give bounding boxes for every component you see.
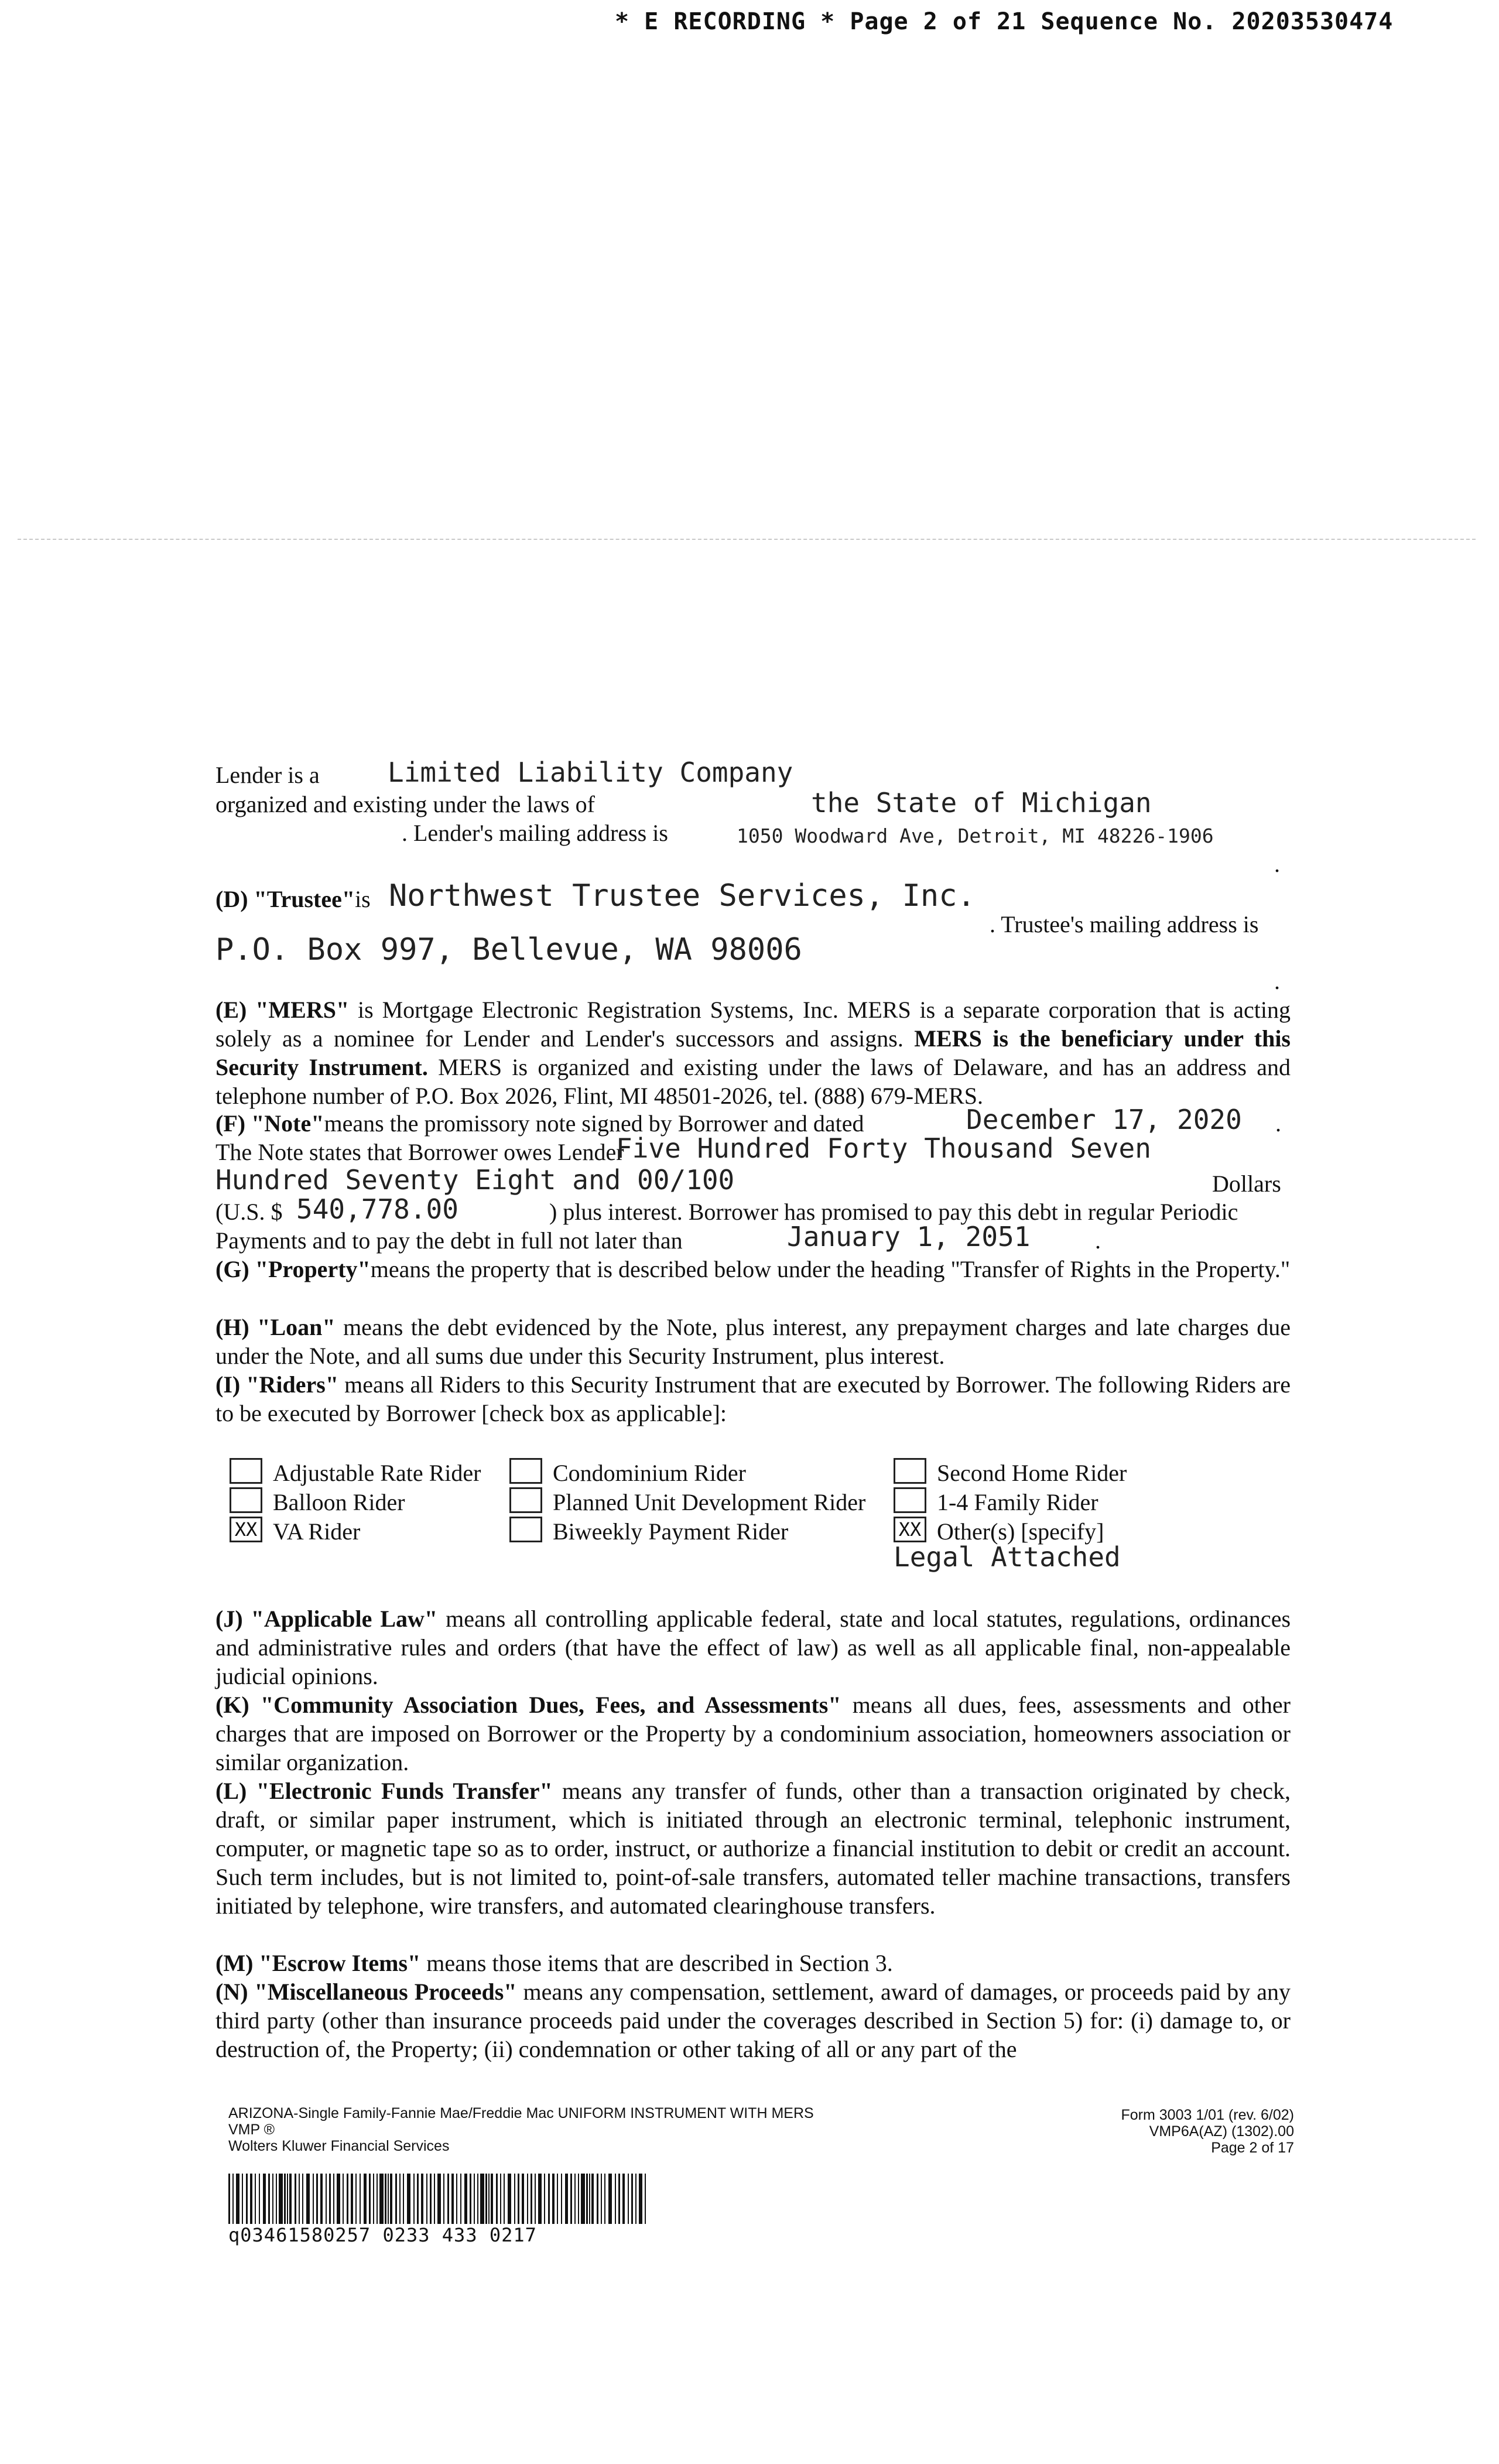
barcode-bar	[565, 2174, 568, 2224]
va-rider-checkbox[interactable]: XX	[230, 1517, 262, 1542]
barcode-bar	[535, 2174, 536, 2224]
barcode-bar	[343, 2174, 344, 2224]
note-payments-text: Payments and to pay the debt in full not later than	[215, 1227, 683, 1254]
footer-form-code: Form 3003 1/01 (rev. 6/02)	[1121, 2107, 1294, 2123]
barcode-bar	[561, 2174, 562, 2224]
loan-paragraph	[215, 1313, 1291, 1370]
barcode-bar	[287, 2174, 288, 2224]
footer-vmp-code: VMP6A(AZ) (1302).00	[1149, 2123, 1294, 2140]
barcode-bar	[360, 2174, 361, 2224]
barcode-bar	[232, 2174, 234, 2224]
barcode-bar	[514, 2174, 515, 2224]
barcode-bar	[313, 2174, 314, 2224]
trustee-term: "Trustee"	[254, 886, 355, 912]
barcode-bar	[639, 2174, 642, 2224]
barcode-bar	[407, 2174, 410, 2224]
note-maturity-date: January 1, 2051	[787, 1221, 1031, 1252]
condominium-rider-checkbox[interactable]	[509, 1458, 542, 1484]
riders-text: means all Riders to this Security Instrument that are executed by Borrower. The following Riders are to be executed by Borrower [check box as applicable]:	[215, 1371, 1291, 1426]
barcode-bar	[604, 2174, 605, 2224]
barcode-bar	[574, 2174, 576, 2224]
lender-state: the State of Michigan	[811, 787, 1152, 819]
barcode-bar	[426, 2174, 427, 2224]
barcode-bar	[557, 2174, 558, 2224]
barcode-bar	[608, 2174, 612, 2224]
condominium-rider-label: Condominium Rider	[553, 1460, 746, 1486]
eft-text: means any transfer of funds, other than a transaction originated by check, draft, or similar paper instrument, which is initiated through an electronic terminal, telephonic instrument, computer, or magnetic tape so as to order, instruct, or authorize a financial institution to debit or credit an account. Such term includes, but is not limited to, point-of-sale transfers, automated teller machine transactions, transfers initiated by telephone, wire transfers, and automated clearinghouse transfers.	[215, 1778, 1291, 1919]
barcode-bar	[628, 2174, 629, 2224]
barcode-bar	[522, 2174, 524, 2224]
applicable-law-letter: (J)	[215, 1606, 243, 1632]
misc-proceeds-paragraph	[215, 1977, 1291, 2063]
property-paragraph	[215, 1255, 1291, 1284]
barcode-bar	[259, 2174, 260, 2224]
escrow-text: means those items that are described in Section 3.	[420, 1950, 893, 1976]
barcode-bar	[377, 2174, 378, 2224]
barcode-icon	[228, 2174, 647, 2224]
lender-organized-label: organized and existing under the laws of	[215, 791, 595, 817]
mers-beneficiary-bold: MERS is the beneficiary under this Security Instrument.	[215, 1025, 1291, 1080]
footer-vmp: VMP ®	[228, 2121, 275, 2138]
community-letter: (K)	[215, 1692, 249, 1718]
barcode-bar	[364, 2174, 367, 2224]
mers-text-1: is Mortgage Electronic Registration Systems, Inc. MERS is a separate corporation that is acting solely as a nominee for Lender and Lender's successors and assigns.	[215, 997, 1291, 1052]
barcode-bar	[527, 2174, 528, 2224]
barcode-bar	[236, 2174, 239, 2224]
scan-divider	[18, 539, 1476, 540]
applicable-law-text: means all controlling applicable federal, state and local statutes, regulations, ordinances and administrative rules and orders (that have the effect of law) as well as all applicable final, non-appealable judicial opinions.	[215, 1606, 1291, 1689]
trustee-definition	[215, 885, 371, 913]
barcode-bar	[552, 2174, 555, 2224]
mers-paragraph	[215, 995, 1291, 1110]
barcode-bar	[488, 2174, 490, 2224]
lender-mailing-address: 1050 Woodward Ave, Detroit, MI 48226-1906	[737, 824, 1214, 847]
barcode-bar	[388, 2174, 389, 2224]
barcode-bar	[421, 2174, 423, 2224]
barcode-bar	[531, 2174, 532, 2224]
barcode-bar	[255, 2174, 256, 2224]
property-letter: (G)	[215, 1256, 249, 1282]
barcode-bar	[337, 2174, 340, 2224]
barcode-bar	[581, 2174, 585, 2224]
barcode-bar	[250, 2174, 252, 2224]
barcode-bar	[591, 2174, 594, 2224]
barcode-bar	[618, 2174, 620, 2224]
barcode-bar	[242, 2174, 243, 2224]
barcode-bar	[451, 2174, 454, 2224]
mers-letter: (E)	[215, 997, 247, 1023]
trustee-name: Northwest Trustee Services, Inc.	[389, 878, 976, 913]
riders-paragraph	[215, 1370, 1291, 1428]
one-four-family-rider-checkbox[interactable]	[894, 1487, 926, 1513]
footer-form-number	[1054, 2107, 1294, 2156]
barcode-bar	[316, 2174, 318, 2224]
loan-letter: (H)	[215, 1314, 249, 1340]
mers-term: "MERS"	[255, 997, 350, 1023]
period-mark: .	[1274, 851, 1280, 877]
note-us-label: (U.S. $	[215, 1199, 283, 1225]
misc-letter: (N)	[215, 1979, 248, 2005]
barcode-bar	[347, 2174, 348, 2224]
barcode-bar	[477, 2174, 478, 2224]
barcode-bar	[369, 2174, 371, 2224]
escrow-term: "Escrow Items"	[259, 1950, 421, 1976]
barcode-bar	[470, 2174, 471, 2224]
other-rider-specified: Legal Attached	[894, 1541, 1121, 1573]
note-letter: (F)	[215, 1110, 246, 1137]
barcode-bar	[284, 2174, 286, 2224]
barcode-bar	[289, 2174, 292, 2224]
barcode-bar	[548, 2174, 550, 2224]
barcode-bar	[299, 2174, 300, 2224]
note-owes-text: The Note states that Borrower owes Lender	[215, 1139, 624, 1165]
escrow-paragraph	[215, 1949, 1291, 1977]
barcode-bar	[295, 2174, 296, 2224]
lender-entity-type: Limited Liability Company	[388, 757, 793, 788]
note-date: December 17, 2020	[966, 1104, 1242, 1135]
community-term: "Community Association Dues, Fees, and Assessments"	[260, 1692, 841, 1718]
barcode-bar	[351, 2174, 353, 2224]
adjustable-rate-rider-label: Adjustable Rate Rider	[273, 1460, 481, 1486]
barcode-bar	[385, 2174, 386, 2224]
barcode-bar	[631, 2174, 633, 2224]
barcode-bar	[403, 2174, 404, 2224]
loan-term: "Loan"	[257, 1314, 336, 1340]
second-home-rider-checkbox[interactable]	[894, 1458, 926, 1484]
barcode-bar	[464, 2174, 467, 2224]
barcode-bar	[443, 2174, 444, 2224]
other-rider-label: Other(s) [specify]	[937, 1518, 1104, 1545]
barcode-bar	[306, 2174, 310, 2224]
footer-instrument-title: ARIZONA-Single Family-Fannie Mae/Freddie Mac UNIFORM INSTRUMENT WITH MERS	[228, 2105, 814, 2121]
barcode-bar	[326, 2174, 327, 2224]
barcode-bar	[263, 2174, 266, 2224]
barcode-bar	[302, 2174, 303, 2224]
escrow-letter: (M)	[215, 1950, 254, 1976]
barcode-bar	[379, 2174, 384, 2224]
misc-term: "Miscellaneous Proceeds"	[254, 1979, 517, 2005]
pud-rider-label: Planned Unit Development Rider	[553, 1489, 866, 1515]
trustee-is-label: is	[355, 886, 371, 912]
barcode-bar	[601, 2174, 602, 2224]
note-amount: 540,778.00	[296, 1193, 458, 1225]
eft-paragraph	[215, 1777, 1291, 1920]
riders-term: "Riders"	[246, 1371, 339, 1398]
period-mark: .	[1274, 968, 1280, 994]
barcode-bar	[279, 2174, 283, 2224]
pud-rider-checkbox[interactable]	[509, 1487, 542, 1513]
trustee-letter: (D)	[215, 886, 248, 912]
footer-publisher: Wolters Kluwer Financial Services	[228, 2138, 450, 2154]
trustee-address: P.O. Box 997, Bellevue, WA 98006	[215, 932, 802, 967]
one-four-family-rider-label: 1-4 Family Rider	[937, 1489, 1098, 1515]
misc-text: means any compensation, settlement, award of damages, or proceeds paid by any third party (other than insurance proceeds paid under the coverages described in Section 5) for: (i) damage to, or destruction of, the Property; (ii) condemnation or other taking of all or any part of the	[215, 1979, 1291, 2062]
period-mark: .	[1275, 1110, 1281, 1137]
barcode-bar	[485, 2174, 487, 2224]
barcode-bar	[491, 2174, 493, 2224]
barcode-bar	[460, 2174, 461, 2224]
barcode-bar	[373, 2174, 374, 2224]
barcode-bar	[622, 2174, 625, 2224]
barcode-bar	[390, 2174, 392, 2224]
barcode-bar	[333, 2174, 334, 2224]
barcode-bar	[597, 2174, 598, 2224]
applicable-law-term: "Applicable Law"	[251, 1606, 438, 1632]
barcode-bar	[538, 2174, 542, 2224]
barcode-bar	[586, 2174, 588, 2224]
period-mark: .	[1095, 1227, 1101, 1254]
barcode-bar	[456, 2174, 457, 2224]
footer-form-info	[228, 2105, 814, 2154]
barcode-bar	[518, 2174, 519, 2224]
balloon-rider-checkbox[interactable]	[230, 1487, 262, 1513]
property-text: means the property that is described below under the heading "Transfer of Rights in the Property."	[370, 1256, 1291, 1282]
second-home-rider-label: Second Home Rider	[937, 1460, 1127, 1486]
note-interest-text: ) plus interest. Borrower has promised to pay this debt in regular Periodic	[549, 1199, 1238, 1225]
other-rider-checkbox[interactable]: XX	[894, 1517, 926, 1542]
barcode-bar	[508, 2174, 511, 2224]
barcode-bar	[355, 2174, 357, 2224]
va-rider-label: VA Rider	[273, 1518, 361, 1545]
barcode-bar	[246, 2174, 248, 2224]
community-paragraph	[215, 1690, 1291, 1777]
adjustable-rate-rider-checkbox[interactable]	[230, 1458, 262, 1484]
footer-page-number: Page 2 of 17	[1211, 2140, 1294, 2156]
recording-header: * E RECORDING * Page 2 of 21 Sequence No. 20203530474	[615, 8, 1394, 35]
applicable-law-paragraph	[215, 1604, 1291, 1690]
note-term: "Note"	[251, 1110, 324, 1137]
trustee-mailing-label: . Trustee's mailing address is	[990, 911, 1259, 937]
community-text: means all dues, fees, assessments and other charges that are imposed on Borrower or the Property by a condominium association, homeowners association or similar organization.	[215, 1692, 1291, 1775]
property-term: "Property"	[255, 1256, 371, 1282]
note-amount-words-1: Five Hundred Forty Thousand Seven	[616, 1132, 1151, 1164]
eft-term: "Electronic Funds Transfer"	[256, 1778, 553, 1804]
barcode-bar	[329, 2174, 331, 2224]
barcode-bar	[635, 2174, 636, 2224]
barcode-bar	[504, 2174, 505, 2224]
barcode-bar	[437, 2174, 441, 2224]
barcode-bar	[615, 2174, 616, 2224]
loan-text: means the debt evidenced by the Note, plus interest, any prepayment charges and late charges due under the Note, and all sums due under this Security Instrument, plus interest.	[215, 1314, 1291, 1369]
barcode-bar	[500, 2174, 501, 2224]
barcode-bar	[276, 2174, 277, 2224]
barcode-bar	[578, 2174, 579, 2224]
lender-is-a-label: Lender is a	[215, 762, 320, 788]
barcode-bar	[544, 2174, 545, 2224]
barcode-bar	[320, 2174, 323, 2224]
barcode-bar	[413, 2174, 415, 2224]
barcode-bar	[570, 2174, 572, 2224]
barcode-bar	[645, 2174, 646, 2224]
riders-letter: (I)	[215, 1371, 241, 1398]
barcode-bar	[480, 2174, 484, 2224]
balloon-rider-label: Balloon Rider	[273, 1489, 405, 1515]
barcode-bar	[417, 2174, 419, 2224]
barcode-bar	[228, 2174, 230, 2224]
lender-mailing-label: . Lender's mailing address is	[402, 820, 668, 846]
barcode-bar	[272, 2174, 273, 2224]
barcode-number: q03461580257 0233 433 0217	[228, 2224, 537, 2246]
biweekly-payment-rider-label: Biweekly Payment Rider	[553, 1518, 789, 1545]
barcode-bar	[447, 2174, 449, 2224]
barcode-bar	[395, 2174, 397, 2224]
barcode-bar	[268, 2174, 270, 2224]
barcode-bar	[399, 2174, 401, 2224]
mers-text-2: MERS is organized and existing under the laws of Delaware, and has an address and telephone number of P.O. Box 2026, Flint, MI 48501-2026, tel. (888) 679-MERS.	[215, 1054, 1291, 1109]
biweekly-payment-rider-checkbox[interactable]	[509, 1517, 542, 1542]
note-def-text: means the promissory note signed by Borrower and dated	[324, 1110, 864, 1137]
eft-letter: (L)	[215, 1778, 247, 1804]
note-dollars-label: Dollars	[1212, 1171, 1281, 1197]
barcode-bar	[589, 2174, 590, 2224]
barcode-bar	[496, 2174, 498, 2224]
barcode-bar	[474, 2174, 475, 2224]
note-amount-words-2: Hundred Seventy Eight and 00/100	[215, 1164, 735, 1196]
barcode-bar	[430, 2174, 432, 2224]
barcode-bar	[434, 2174, 435, 2224]
